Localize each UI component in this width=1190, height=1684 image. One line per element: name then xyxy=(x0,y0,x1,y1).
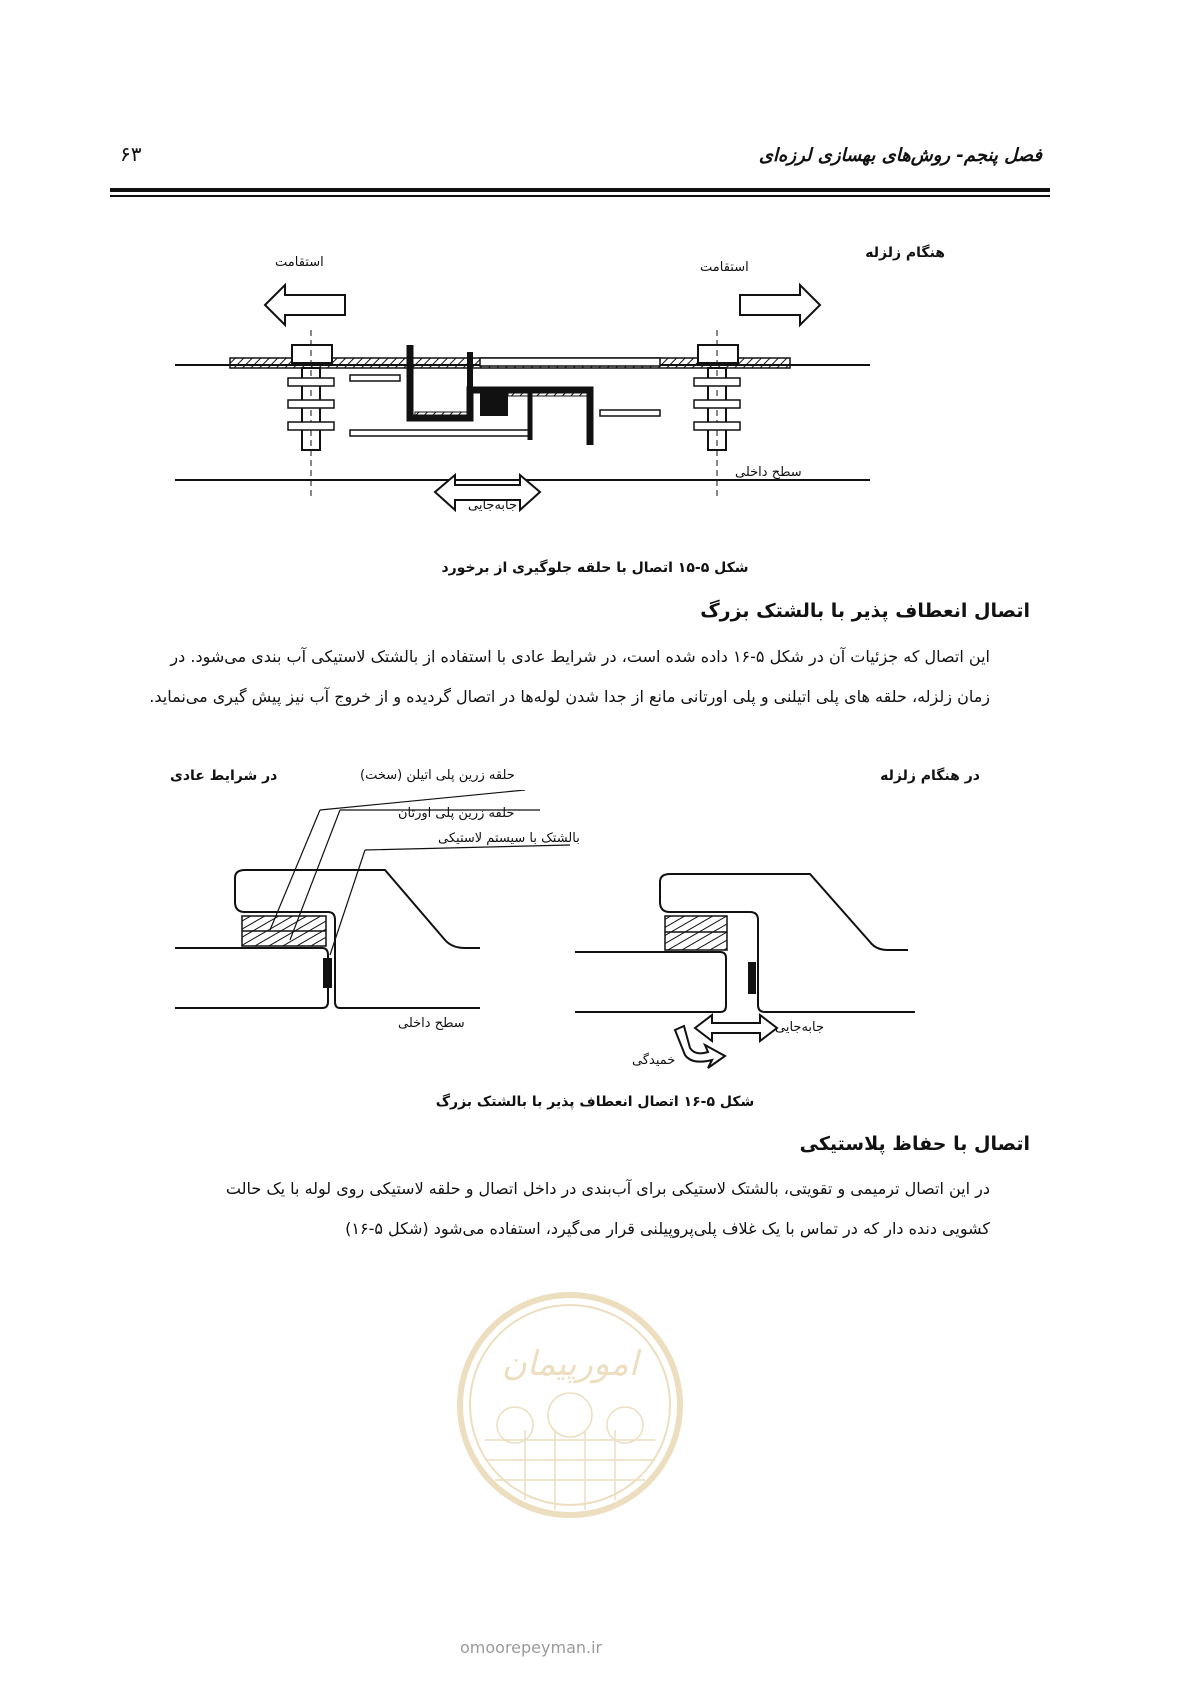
earthquake-joint-drawing xyxy=(575,874,915,1012)
normal-joint-drawing xyxy=(175,870,480,1008)
section1-line2: زمان زلزله، حلقه های پلی اتیلنی و پلی اورتانی مانع از جدا شدن لوله‌ها در اتصال گردیده و از خروج آب نیز پیش گیری می‌نماید. xyxy=(149,687,990,706)
section2-heading: اتصال با حفاظ پلاستیکی xyxy=(799,1133,1030,1155)
header-rule-thick xyxy=(110,188,1050,192)
section1-heading: اتصال انعطاف پذیر با بالشتک بزرگ xyxy=(700,600,1030,622)
label-displacement: جابه‌جایی xyxy=(468,498,518,513)
left-resistance-arrow xyxy=(265,285,345,325)
chapter-title: فصل پنجم- روش‌های بهسازی لرزه‌ای xyxy=(758,145,1042,166)
watermark-logo-text: امورپیمان xyxy=(501,1344,639,1384)
label-rubber-cushion: بالشتک با سیستم لاستیکی xyxy=(438,831,580,846)
right-resistance-arrow xyxy=(740,285,820,325)
left-bolt xyxy=(288,330,334,500)
page-number: ۶۳ xyxy=(120,142,142,166)
watermark-logo xyxy=(455,1290,685,1520)
displacement-arrow-2 xyxy=(695,1015,777,1041)
figure15-diagram xyxy=(170,270,890,560)
watermark-site: omoorepeyman.ir xyxy=(460,1638,603,1657)
section1-paragraph xyxy=(110,637,990,717)
section2-paragraph xyxy=(110,1169,990,1249)
section2-line2: کشویی دنده دار که در تماس با یک غلاف پلی‌پروپیلنی قرار می‌گیرد، استفاده می‌شود (شکل ۵-۱۶) xyxy=(345,1219,990,1238)
label-earthquake-condition: در هنگام زلزله xyxy=(880,768,980,784)
label-pu-ring: حلقه زرین پلی اورتان xyxy=(398,806,515,821)
figure15-caption: شکل ۵-۱۵ اتصال با حلقه جلوگیری از برخورد xyxy=(441,560,749,576)
label-normal-condition: در شرایط عادی xyxy=(170,768,278,784)
label-right-resistance: استقامت xyxy=(700,260,749,275)
figure16-diagram xyxy=(160,790,940,1090)
figure16-caption: شکل ۵-۱۶ اتصال انعطاف پذیر با بالشتک بزرگ xyxy=(435,1094,755,1110)
label-left-resistance: استقامت xyxy=(275,255,324,270)
figure15-title: هنگام زلزله xyxy=(865,245,945,261)
label-pe-ring: حلقه زرین پلی اتیلن (سخت) xyxy=(360,768,515,783)
label-inner-surface: سطح داخلی xyxy=(735,465,802,480)
section1-line1: این اتصال که جزئیات آن در شکل ۵-۱۶ داده شده است، در شرایط عادی با استفاده از بالشتک لاستیکی آب بندی می‌شود. در xyxy=(170,647,990,666)
label-bending: خمیدگی xyxy=(632,1053,676,1068)
header-rule-thin xyxy=(110,195,1050,197)
right-bolt xyxy=(694,330,740,500)
section2-line1: در این اتصال ترمیمی و تقویتی، بالشتک لاستیکی برای آب‌بندی در داخل اتصال و حلقه لاستیکی روی لوله با یک حالت xyxy=(225,1179,990,1198)
label-displacement-2: جابه‌جایی xyxy=(775,1020,825,1035)
label-inner-surface-2: سطح داخلی xyxy=(398,1016,465,1031)
